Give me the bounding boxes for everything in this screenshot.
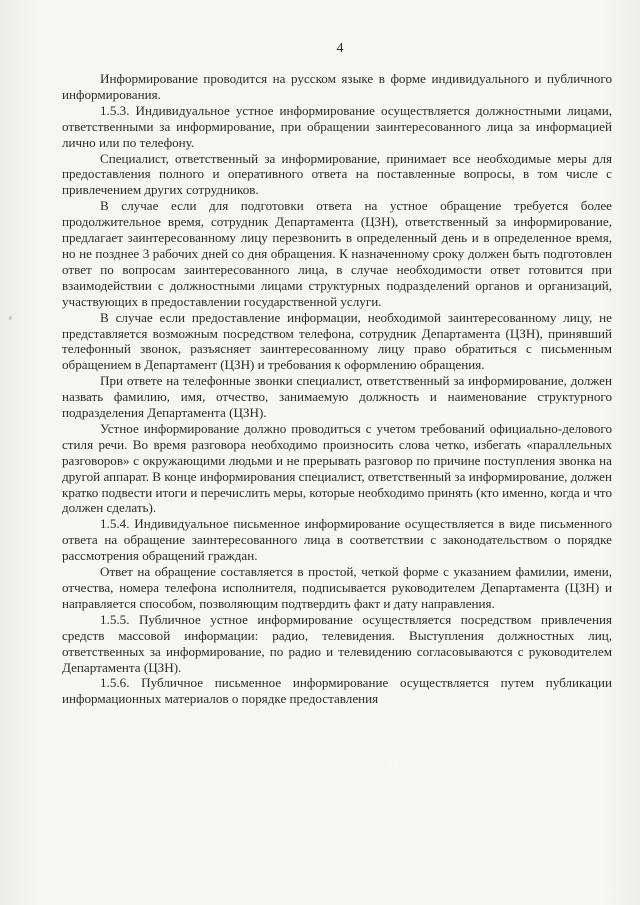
paragraph: Информирование проводится на русском языке в форме индивидуального и публичного информирования.: [62, 71, 612, 102]
paragraph: 1.5.3. Индивидуальное устное информирование осуществляется должностными лицами, ответственными за информирование, при обращении заинтересованного лица за информацией лично или по телефону.: [62, 102, 612, 150]
paragraph: 1.5.4. Индивидуальное письменное информирование осуществляется в виде письменного ответа на обращение заинтересованного лица в соответствии с законодательством о порядке рассмотрения обращений граждан.: [62, 516, 612, 564]
document-body: [62, 71, 612, 707]
paragraph: Специалист, ответственный за информирование, принимает все необходимые меры для предоставления полного и оперативного ответа на поставленные вопросы, в том числе с привлечением других сотрудников.: [62, 150, 612, 198]
paragraph: Устное информирование должно проводиться с учетом требований официально-делового стиля речи. Во время разговора необходимо произносить слова четко, избегать «параллельных разговоров» с окружающими людьми и не прерывать разговор по причине поступления звонка на другой аппарат. В конце информирования специалист, ответственный за информирование, должен кратко подвести итоги и перечислить меры, которые необходимо принять (кто именно, когда и что должен сделать).: [62, 420, 612, 516]
paragraph: При ответе на телефонные звонки специалист, ответственный за информирование, должен назвать фамилию, имя, отчество, занимаемую должность и наименование структурного подразделения Департамента (ЦЗН).: [62, 373, 612, 421]
margin-mark: ⸗: [5, 309, 15, 325]
paragraph: Ответ на обращение составляется в простой, четкой форме с указанием фамилии, имени, отчества, номера телефона исполнителя, подписывается руководителем Департамента (ЦЗН) и направляется способом, позволяющим подтвердить факт и дату направления.: [62, 564, 612, 611]
paragraph: В случае если предоставление информации, необходимой заинтересованному лицу, не представляется возможным посредством телефона, сотрудник Департамента (ЦЗН), принявший телефонный звонок, разъясняет заинтересованному лицу право обратиться с письменным обращением в Департамент (ЦЗН) и требования к оформлению обращения.: [62, 309, 612, 373]
page-number: 4: [336, 41, 344, 56]
paragraph: 1.5.5. Публичное устное информирование осуществляется посредством привлечения средств массовой информации: радио, телевидения. Выступления должностных лиц, ответственных за информирование, по радио и телевидению согласовываются с руководителем Департамента (ЦЗН).: [62, 611, 612, 675]
paragraph: В случае если для подготовки ответа на устное обращение требуется более продолжительное время, сотрудник Департамента (ЦЗН), ответственный за информирование, предлагает заинтересованному лицу перезвонить в определенный день и в определенное время, но не позднее 3 рабочих дней со дня обращения. К назначенному сроку должен быть подготовлен ответ по вопросам заинтересованного лица, в случае необходимости ответ готовится при взаимодействии с должностными лицами структурных подразделений органов и организаций, участвующих в предоставлении государственной услуги.: [62, 198, 612, 309]
paragraph: 1.5.6. Публичное письменное информирование осуществляется путем публикации информационных материалов о порядке предоставления: [62, 675, 612, 707]
